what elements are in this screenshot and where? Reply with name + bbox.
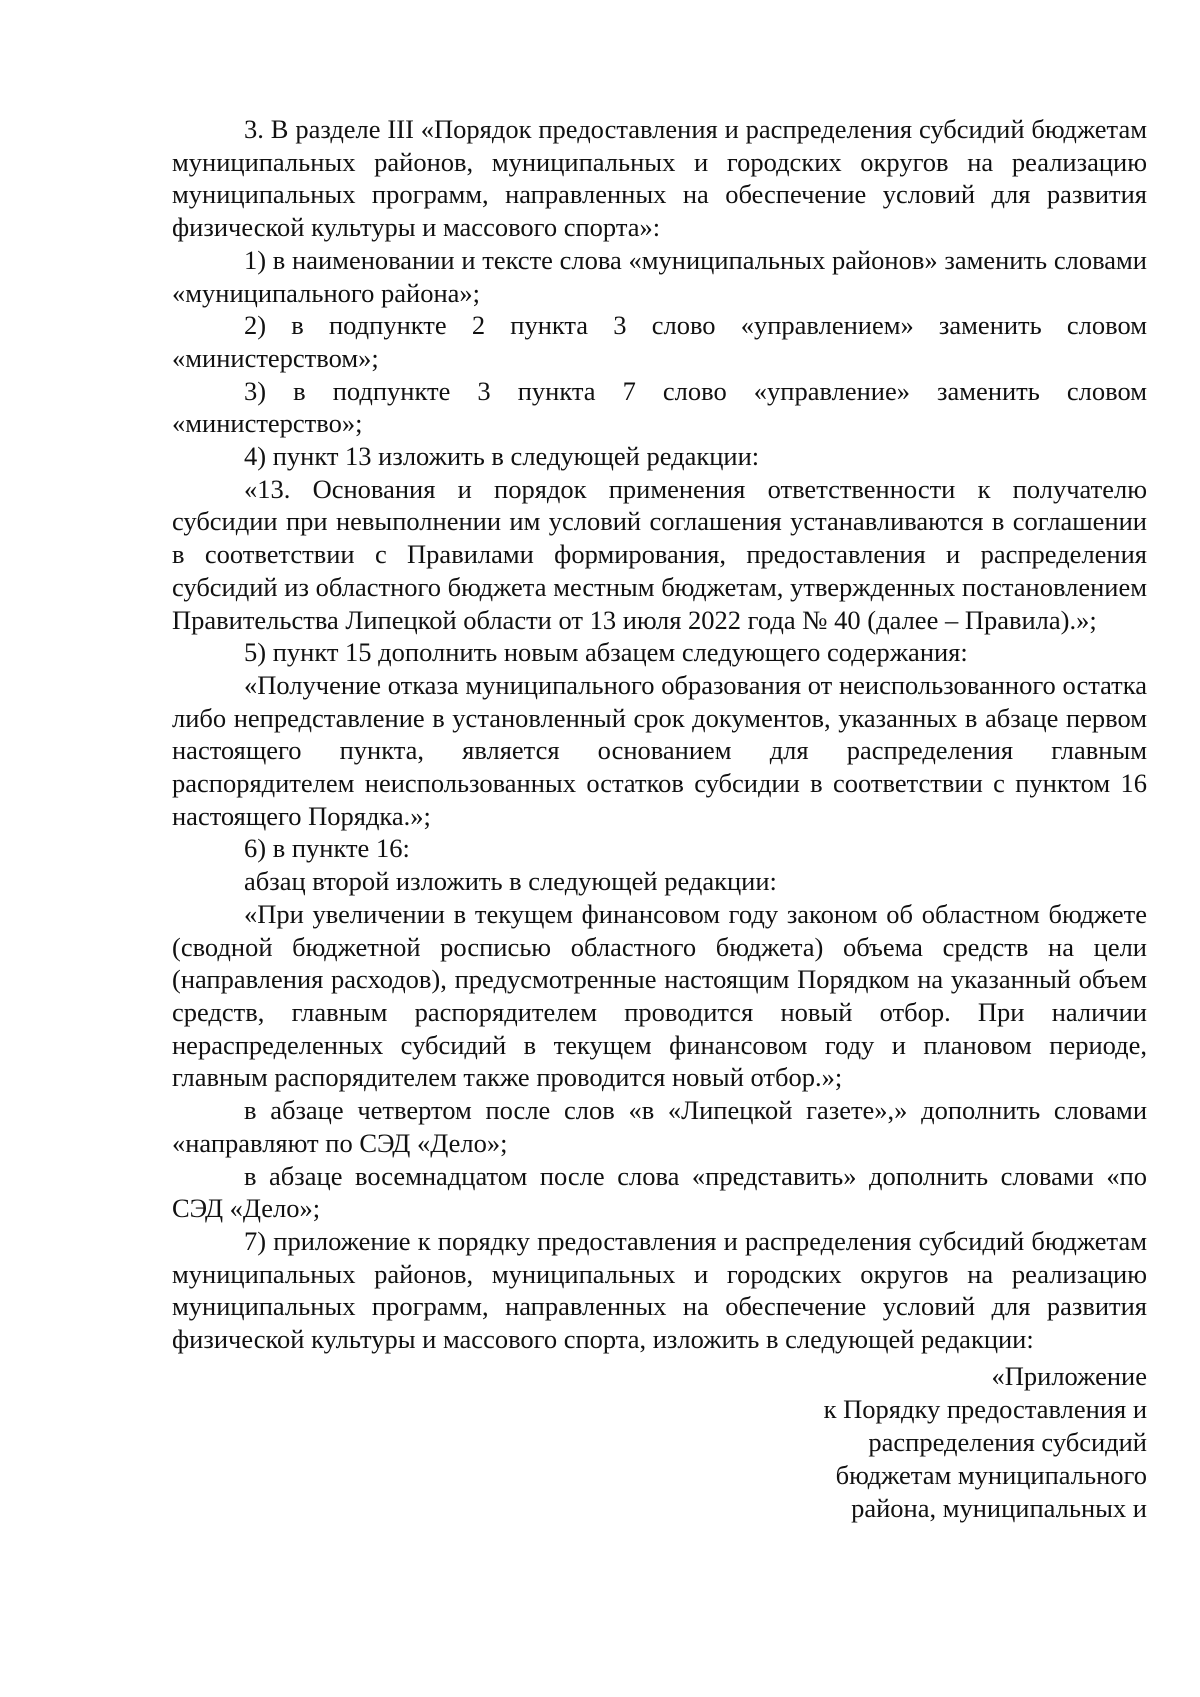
paragraph-item-3: 3) в подпункте 3 пункта 7 слово «управление» заменить словом «министерство»; [172,375,1147,439]
paragraph-item-6: 6) в пункте 16: [244,833,410,864]
paragraph-point-15-addition: «Получение отказа муниципального образования от неиспользованного остатка либо непредставление в установленный срок документов, указанных в абзаце первом настоящего пункта, является основанием для распределения главным распорядителем неиспользованных остатков субсидии в соответствии с пунктом 16 настоящего Порядка.»; [172,669,1147,831]
paragraph-item-7: 7) приложение к порядку предоставления и распределения субсидий бюджетам муниципальных районов, муниципальных и городских округов на реализацию муниципальных программ, направленных на обеспечение условий для развития физической культуры и массового спорта, изложить в следующей редакции: [172,1225,1147,1355]
paragraph-item-1: 1) в наименовании и тексте слова «муниципальных районов» заменить словами «муниципального района»; [172,244,1147,308]
paragraph-item-4: 4) пункт 13 изложить в следующей редакции: [244,441,760,472]
document-page [172,113,1147,1525]
appendix-line: района, муниципальных и [851,1492,1147,1523]
paragraph-abzac-second: абзац второй изложить в следующей редакции: [244,866,777,897]
paragraph-item-5: 5) пункт 15 дополнить новым абзацем следующего содержания: [244,637,968,668]
appendix-line: к Порядку предоставления и [823,1393,1147,1424]
paragraph-item-2: 2) в подпункте 2 пункта 3 слово «управлением» заменить словом «министерством»; [172,310,1147,373]
paragraph-abzac-second-text: «При увеличении в текущем финансовом году законом об областном бюджете (сводной бюджетной росписью областного бюджета) объема средств на цели (направления расходов), предусмотренные настоящим Порядком на указанный объем средств, главным распорядителем проводится новый отбор. При наличии нераспределенных субсидий в текущем финансовом году и плановом периоде, главным распорядителем также проводится новый отбор.»; [172,898,1147,1093]
paragraph-point-13-text: «13. Основания и порядок применения ответственности к получателю субсидии при невыполнении им условий соглашения устанавливаются в соглашении в соответствии с Правилами формирования, предоставления и распределения субсидий из областного бюджета местным бюджетам, утвержденных постановлением Правительства Липецкой области от 13 июля 2022 года № 40 (далее – Правила).»; [172,473,1147,635]
paragraph-abzac-eighteenth: в абзаце восемнадцатом после слова «представить» дополнить словами «по СЭД «Дело»; [172,1160,1147,1224]
paragraph-abzac-fourth: в абзаце четвертом после слов «в «Липецкой газете»,» дополнить словами «направляют по СЭД «Дело»; [172,1095,1147,1158]
appendix-header [172,1360,1147,1525]
paragraph-section-3-intro: 3. В разделе III «Порядок предоставления и распределения субсидий бюджетам муниципальных районов, муниципальных и городских округов на реализацию муниципальных программ, направленных на обеспечение условий для развития физической культуры и массового спорта»: [172,114,1147,243]
appendix-line: распределения субсидий [868,1426,1147,1457]
appendix-line: бюджетам муниципального [835,1459,1147,1490]
appendix-line: «Приложение [991,1360,1147,1391]
